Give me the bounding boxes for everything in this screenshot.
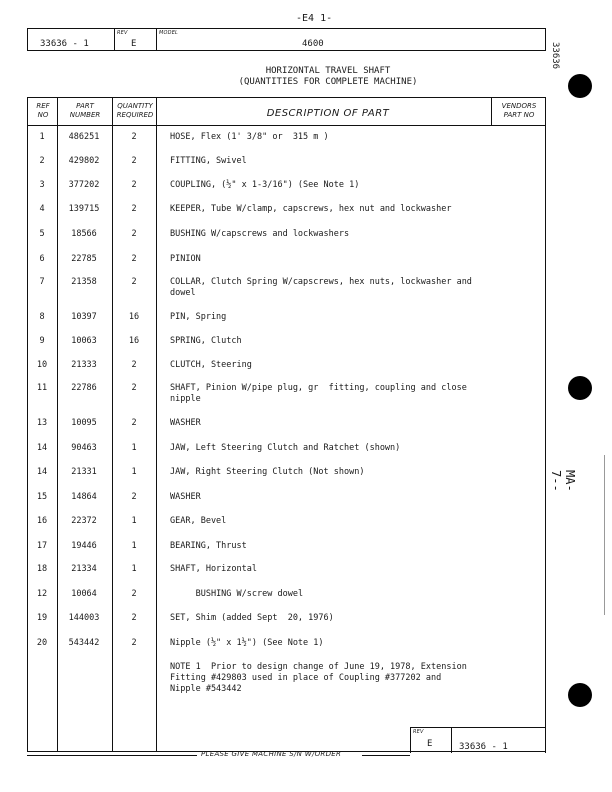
ref-cell: 5: [39, 229, 45, 239]
quantity-cell: 1: [131, 467, 137, 477]
ref-cell: 4: [39, 204, 45, 214]
ref-cell: 3: [39, 180, 45, 190]
ref-cell: 2: [39, 156, 45, 166]
page-code: -E4 1-: [296, 13, 333, 24]
quantity-cell: 2: [131, 132, 137, 142]
quantity-cell: 2: [131, 180, 137, 190]
col-qty-header: QUANTITY REQUIRED: [116, 102, 154, 119]
ref-cell: 20: [36, 638, 48, 648]
ref-cell: 19: [36, 613, 48, 623]
quantity-cell: 2: [131, 229, 137, 239]
ref-cell: 14: [36, 443, 48, 453]
ref-cell: 16: [36, 516, 48, 526]
quantity-cell: 2: [131, 589, 137, 599]
description-cell: SPRING, Clutch: [170, 336, 242, 346]
description-cell: PIN, Spring: [170, 312, 227, 322]
doc-number: 33636 - 1: [40, 39, 89, 49]
ref-cell: 17: [36, 541, 48, 551]
footer-rev: E: [427, 739, 433, 749]
quantity-cell: 1: [131, 541, 137, 551]
description-cell: HOSE, Flex (1' 3/8" or 315 m ): [170, 132, 329, 142]
ref-cell: 18: [36, 564, 48, 574]
description-cell: SET, Shim (added Sept 20, 1976): [170, 613, 334, 623]
model-value: 4600: [302, 39, 324, 49]
part-number-cell: 429802: [68, 156, 100, 166]
description-cell: WASHER: [170, 492, 201, 502]
footer-doc-number: 33636 - 1: [459, 742, 508, 752]
footer-rule-right: [362, 755, 410, 756]
quantity-cell: 1: [131, 516, 137, 526]
description-cell: BUSHING W/capscrews and lockwashers: [170, 229, 350, 239]
quantity-cell: 2: [131, 613, 137, 623]
part-number-cell: 144003: [68, 613, 100, 623]
rev-value: E: [131, 39, 137, 49]
footer-box: [410, 727, 546, 753]
title-line1: HORIZONTAL TRAVEL SHAFT: [265, 66, 391, 76]
quantity-cell: 2: [131, 418, 137, 428]
description-cell: BUSHING W/screw dowel: [170, 589, 304, 599]
part-number-cell: 10063: [71, 336, 97, 346]
quantity-cell: 1: [131, 564, 137, 574]
description-cell: COUPLING, (½" x 1-3/16") (See Note 1): [170, 180, 360, 190]
part-number-cell: 19446: [71, 541, 97, 551]
part-number-cell: 10397: [71, 312, 97, 322]
punch-hole-middle: [568, 376, 592, 400]
part-number-cell: 377202: [68, 180, 100, 190]
quantity-cell: 16: [128, 312, 140, 322]
quantity-cell: 2: [131, 277, 137, 287]
part-number-cell: 543442: [68, 638, 100, 648]
punch-hole-top: [568, 74, 592, 98]
ref-cell: 14: [36, 467, 48, 477]
ref-cell: 11: [36, 383, 48, 393]
col-vendors-header: VENDORS PART NO: [501, 102, 537, 119]
quantity-cell: 16: [128, 336, 140, 346]
part-number-cell: 22785: [71, 254, 97, 264]
rev-label: REV: [117, 30, 128, 36]
part-number-cell: 486251: [68, 132, 100, 142]
ref-cell: 7: [39, 277, 45, 287]
part-number-cell: 21333: [71, 360, 97, 370]
description-cell: COLLAR, Clutch Spring W/capscrews, hex nuts, lockwasher and dowel: [170, 277, 472, 298]
description-cell: JAW, Left Steering Clutch and Ratchet (shown): [170, 443, 401, 453]
part-number-cell: 10064: [71, 589, 97, 599]
header-box: [27, 28, 546, 51]
description-cell: BEARING, Thrust: [170, 541, 247, 551]
quantity-cell: 1: [131, 443, 137, 453]
ref-cell: 10: [36, 360, 48, 370]
description-cell: WASHER: [170, 418, 201, 428]
part-number-cell: 139715: [68, 204, 100, 214]
punch-hole-bottom: [568, 683, 592, 707]
part-number-cell: 21331: [71, 467, 97, 477]
part-number-cell: 21334: [71, 564, 97, 574]
title-line2: (QUANTITIES FOR COMPLETE MACHINE): [238, 77, 418, 87]
edge-line: [604, 455, 605, 615]
ref-cell: 13: [36, 418, 48, 428]
part-number-cell: 22372: [71, 516, 97, 526]
ref-cell: 9: [39, 336, 45, 346]
ref-cell: 6: [39, 254, 45, 264]
description-cell: PINION: [170, 254, 201, 264]
footer-rule-left: [27, 755, 197, 756]
quantity-cell: 2: [131, 638, 137, 648]
part-number-cell: 90463: [71, 443, 97, 453]
part-number-cell: 10095: [71, 418, 97, 428]
description-cell: FITTING, Swivel: [170, 156, 247, 166]
description-cell: GEAR, Bevel: [170, 516, 227, 526]
note-1: NOTE 1 Prior to design change of June 19, 1978, Extension Fitting #429803 used in place of Coupling #377202 and Nipple #543442: [170, 662, 467, 694]
description-cell: SHAFT, Horizontal: [170, 564, 257, 574]
quantity-cell: 2: [131, 254, 137, 264]
footer-rev-label: REV: [413, 729, 424, 735]
part-number-cell: 21358: [71, 277, 97, 287]
description-cell: KEEPER, Tube W/clamp, capscrews, hex nut and lockwasher: [170, 204, 452, 214]
col-ref-header: REF NO: [36, 102, 50, 119]
model-label: MODEL: [159, 30, 179, 36]
side-handwritten-mark: MA-7--: [549, 470, 577, 492]
ref-cell: 8: [39, 312, 45, 322]
part-number-cell: 22786: [71, 383, 97, 393]
description-cell: Nipple (½" x 1½") (See Note 1): [170, 638, 324, 648]
description-cell: CLUTCH, Steering: [170, 360, 252, 370]
footer-instruction: PLEASE GIVE MACHINE S/N W/ORDER: [201, 750, 342, 758]
description-cell: JAW, Right Steering Clutch (Not shown): [170, 467, 365, 477]
col-part-header: PART NUMBER: [69, 102, 101, 119]
description-cell: SHAFT, Pinion W/pipe plug, gr fitting, coupling and close nipple: [170, 383, 467, 404]
quantity-cell: 2: [131, 383, 137, 393]
parts-table: [27, 97, 546, 752]
col-desc-header: DESCRIPTION OF PART: [266, 108, 390, 119]
part-number-cell: 18566: [71, 229, 97, 239]
quantity-cell: 2: [131, 204, 137, 214]
ref-cell: 12: [36, 589, 48, 599]
quantity-cell: 2: [131, 360, 137, 370]
side-number: 33636: [550, 42, 560, 70]
quantity-cell: 2: [131, 156, 137, 166]
ref-cell: 15: [36, 492, 48, 502]
ref-cell: 1: [39, 132, 45, 142]
quantity-cell: 2: [131, 492, 137, 502]
part-number-cell: 14864: [71, 492, 97, 502]
